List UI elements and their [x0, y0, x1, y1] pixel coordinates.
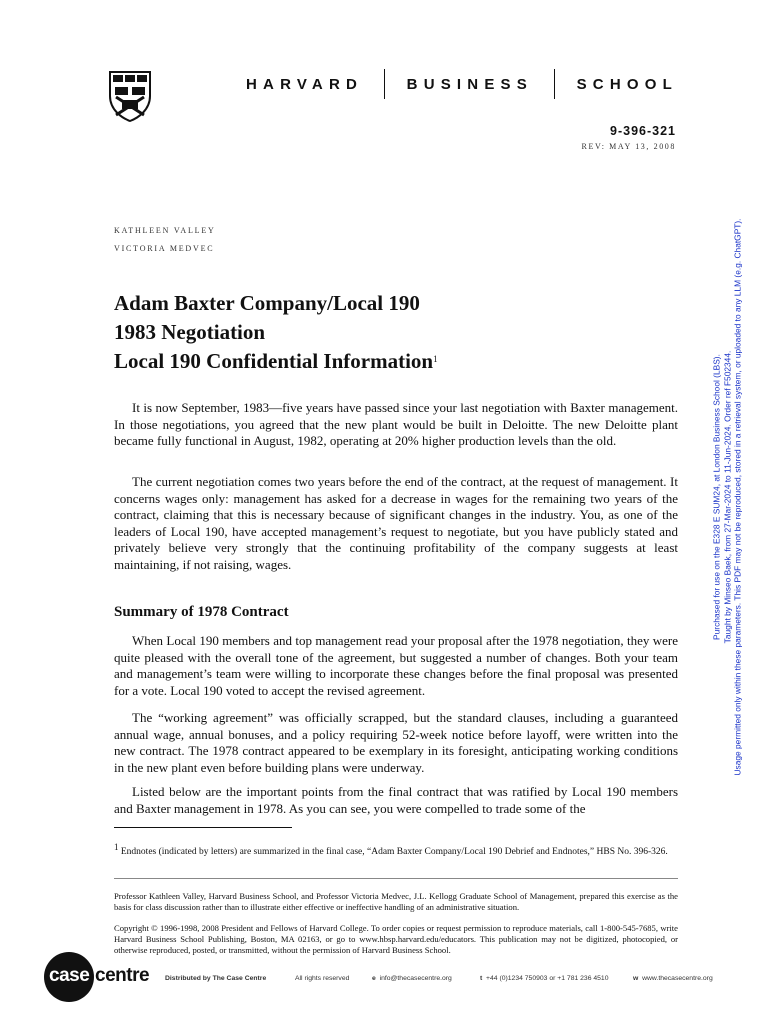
web-icon: w [633, 975, 639, 982]
title-line-3 [114, 347, 438, 376]
paragraph-text: The “working agreement” was officially scrapped, but the standard clauses, including a guaranteed annual wage, annual bonuses, and a policy requiring 52-week notice before layoff, were written into the new contract. The 1978 contract appeared to be exemplary in its foresight, anticipating working conditions in the new plant even before building plans were underway. [114, 710, 678, 775]
endnote-text: Endnotes (indicated by letters) are summarized in the final case, “Adam Baxter Company/Local 190 Debrief and Endnotes,” HBS No. 396-326. [120, 847, 668, 858]
phone-number: +44 (0)1234 750903 or +1 781 236 4510 [486, 975, 609, 982]
author-1: KATHLEEN VALLEY [114, 226, 216, 235]
school-name [246, 70, 678, 98]
harvard-shield-logo [108, 70, 152, 122]
usage-line-2: Taught by Minseo Baek, from 27-Mar-2024 to 11-Jun-2024. Order ref F502344. [721, 350, 732, 644]
distributed-text: Distributed by The Case Centre [165, 975, 267, 982]
logo-case-text: case [49, 965, 90, 986]
endnote [114, 841, 678, 858]
school-word-harvard: HARVARD [246, 75, 364, 93]
usage-line-1: Purchased for use on the E328 E SUM24, at London Business School (LBS). [711, 354, 722, 640]
usage-notice [697, 212, 757, 782]
section-paragraph-1 [114, 633, 678, 699]
title-line-1: Adam Baxter Company/Local 190 [114, 291, 420, 315]
distributed-by [165, 975, 266, 982]
phone-item [480, 975, 609, 982]
usage-line-3: Usage permitted only within these parameters. This PDF may not be reproduced, stored in a retrieval system, or uploaded to any LLM (e.g. ChatGPT). [732, 218, 743, 776]
title-footnote-mark: 1 [433, 354, 438, 364]
section-paragraph-3 [114, 784, 678, 817]
title-line-3-text: Local 190 Confidential Information [114, 349, 434, 373]
intro-paragraph-1 [114, 400, 678, 450]
school-word-business: BUSINESS [406, 75, 533, 93]
paragraph-text: When Local 190 members and top management read your proposal after the 1978 negotiation, they were quite pleased with the overall tone of the agreement, but suggested a number of changes. Both your team and management’s team were willing to incorporate these changes before the final proposal was presented for a vote. Local 190 voted to accept the revised agreement. [114, 633, 678, 698]
paragraph-text: It is now September, 1983—five years have passed since your last negotiation with Baxter management. In those negotiations, you agreed that the new plant would be built in Deloitte. The new Deloitte plant became fully functional in August, 1982, operating at 20% higher production levels than the old. [114, 400, 678, 448]
phone-icon: t [480, 975, 483, 982]
copyright-notice: Copyright © 1996-1998, 2008 President and Fellows of Harvard College. To order copies or request permission to reproduce materials, call 1-800-545-7685, write Harvard Business School Publishing, Boston, MA 02163, or go to www.hbsp.harvard.edu/educators. This publication may not be digitized, photocopied, or otherwise reproduced, posted, or transmitted, without the permission of Harvard Business School. [114, 923, 678, 955]
divider-line [114, 878, 678, 879]
paragraph-text: The current negotiation comes two years before the end of the contract, at the request of management. It concerns wages only: management has asked for a decrease in wages for the remaining two years of the contract, claiming that this is necessary because of significant changes in the industry. You, as one of the leaders of Local 190, have accepted management’s request to negotiate, but you have publicly stated and privately believe very strongly that the continuing profitability of the company suggests at least maintaining, if not raising, wages. [114, 474, 678, 572]
footnote-rule [114, 827, 292, 828]
revision-date: REV: MAY 13, 2008 [581, 142, 676, 151]
logo-centre-text: centre [95, 965, 150, 986]
case-title [114, 289, 438, 376]
web-item [633, 975, 713, 982]
rights-text: All rights reserved [295, 975, 350, 982]
section-paragraph-2 [114, 710, 678, 776]
email-icon: e [372, 975, 376, 982]
email-item [372, 975, 452, 982]
case-number: 9-396-321 [610, 124, 676, 138]
author-2: VICTORIA MEDVEC [114, 244, 215, 253]
web-link[interactable]: www.thecasecentre.org [642, 975, 713, 982]
school-divider [554, 69, 555, 99]
school-divider [384, 69, 385, 99]
paragraph-text: Listed below are the important points from the final contract that was ratified by Local 190 members and Baxter management in 1978. As you can see, you were compelled to trade some of the [114, 784, 678, 816]
section-heading: Summary of 1978 Contract [114, 604, 289, 620]
endnote-mark: 1 [114, 842, 119, 852]
title-line-2: 1983 Negotiation [114, 320, 266, 344]
school-word-school: SCHOOL [576, 75, 678, 93]
preparation-note: Professor Kathleen Valley, Harvard Business School, and Professor Victoria Medvec, J.L. Kellogg Graduate School of Management, prepared this exercise as the basis for class discussion rather than to illustrate either effective or ineffective handling of an administrative situation. [114, 891, 678, 912]
email-link[interactable]: info@thecasecentre.org [379, 975, 452, 982]
intro-paragraph-2 [114, 474, 678, 573]
